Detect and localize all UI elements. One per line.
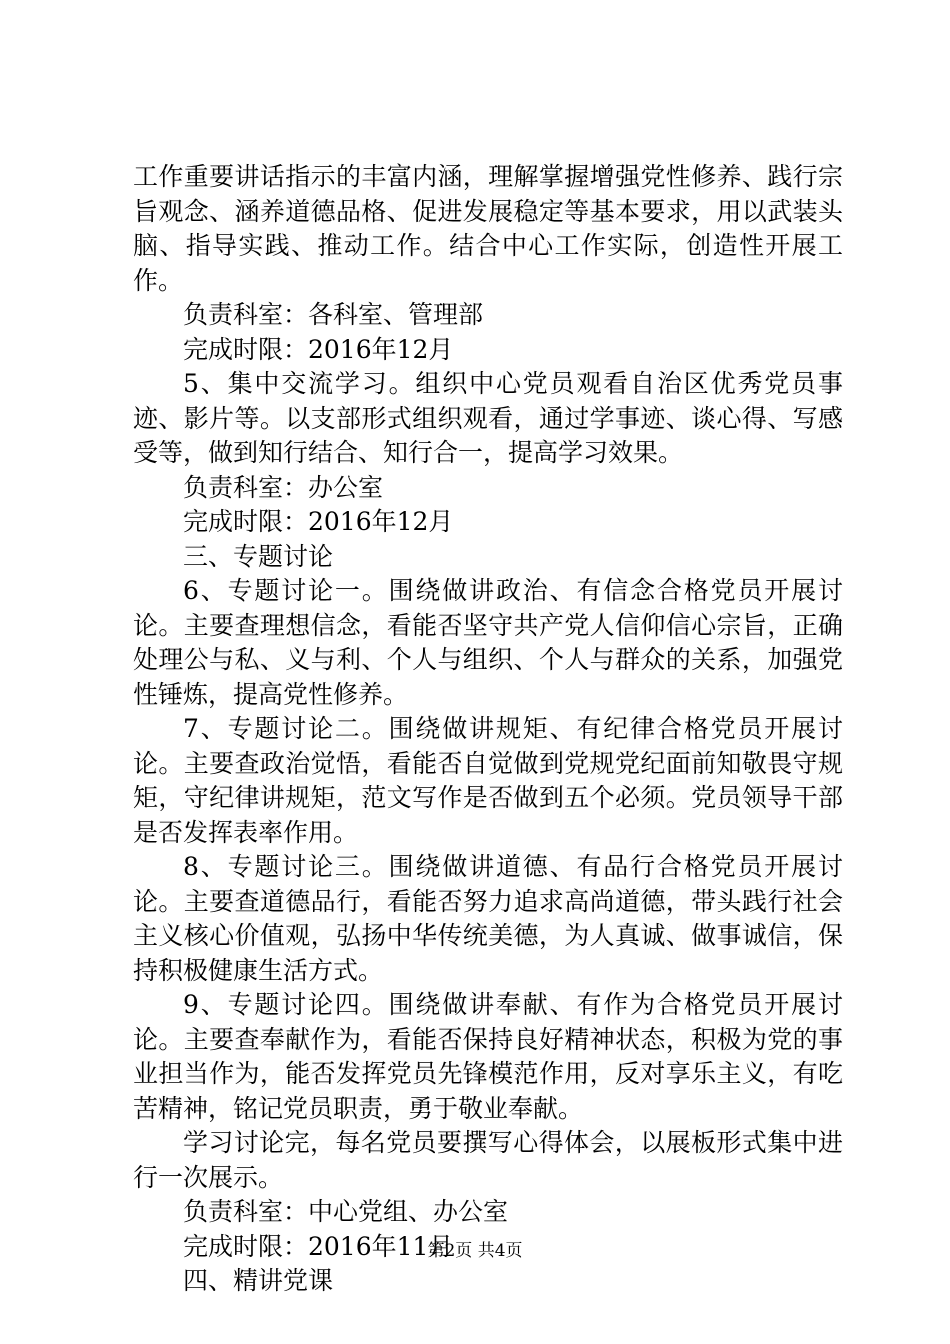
item-7-paragraph: 7、专题讨论二。围绕做讲规矩、有纪律合格党员开展讨论。主要查政治觉悟，看能否自觉做到党规党纪面前知敬畏守规矩，守纪律讲规矩，范文写作是否做到五个必须。党员领导干部是否发挥表率作用。	[133, 714, 843, 847]
responsible-dept-line: 负责科室：办公室	[183, 472, 384, 502]
summary-paragraph: 学习讨论完，每名党员要撰写心得体会，以展板形式集中进行一次展示。	[133, 1128, 843, 1192]
deadline-line: 完成时限：2016年12月	[183, 507, 454, 536]
item-5-paragraph: 5、集中交流学习。组织中心党员观看自治区优秀党员事迹、影片等。以支部形式组织观看，通过学事迹、谈心得、写感受等，做到知行结合、知行合一，提高学习效果。	[133, 369, 843, 467]
page-footer	[0, 1240, 950, 1262]
body-text	[133, 160, 843, 1299]
section-heading-3: 三、专题讨论	[183, 541, 334, 571]
section-heading-4: 四、精讲党课	[183, 1266, 334, 1295]
responsible-dept-line: 负责科室：各科室、管理部	[183, 300, 484, 329]
item-8-paragraph: 8、专题讨论三。围绕做讲道德、有品行合格党员开展讨论。主要查道德品行，看能否努力追求高尚道德，带头践行社会主义核心价值观，弘扬中华传统美德，为人真诚、做事诚信，保持积极健康生活方式。	[133, 852, 843, 985]
deadline-line: 完成时限：2016年12月	[183, 334, 454, 364]
paragraph-continuation: 工作重要讲话指示的丰富内涵，理解掌握增强党性修养、践行宗旨观念、涵养道德品格、促进发展稳定等基本要求，用以武装头脑、指导实践、推动工作。结合中心工作实际，创造性开展工作。	[133, 162, 843, 295]
item-9-paragraph: 9、专题讨论四。围绕做讲奉献、有作为合格党员开展讨论。主要查奉献作为，看能否保持良好精神状态，积极为党的事业担当作为，能否发挥党员先锋模范作用，反对享乐主义，有吃苦精神，铭记党员职责，勇于敬业奉献。	[133, 990, 843, 1123]
page-number: 第2页 共4页	[427, 1241, 523, 1261]
deadline-line: 完成时限：2016年11月	[183, 1231, 454, 1261]
responsible-dept-line: 负责科室：中心党组、办公室	[183, 1197, 509, 1226]
item-6-paragraph: 6、专题讨论一。围绕做讲政治、有信念合格党员开展讨论。主要查理想信念，看能否坚守共产党人信仰信心宗旨，正确处理公与私、义与利、个人与组织、个人与群众的关系，加强党性锤炼，提高党性修养。	[133, 576, 843, 709]
